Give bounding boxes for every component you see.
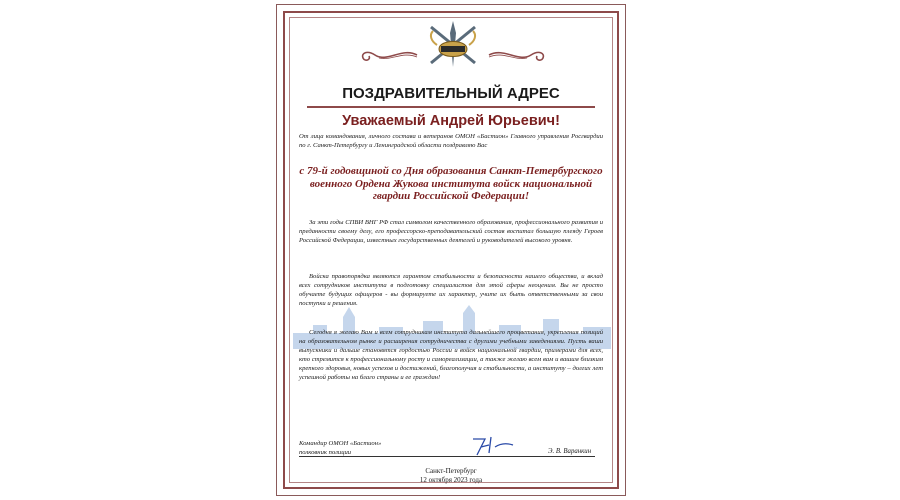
paragraph-2: Войска правопорядка являются гарантом стабильности и безопасности нашего общества, и вклад всех сотрудников института в подготовку специалистов для этой сферы неоценим. Вы не просто обучаете будущих офицеров - вы формируете их характер, учите их быть ответственными за свои поступки и решения. [299,273,603,307]
occasion-heading: с 79-й годовщиной со Дня образования Санкт-Петербургского военного Ордена Жукова института войск национальной гвардии Российской Федерации! [299,165,603,202]
omon-bastion-emblem-icon [423,19,483,69]
signatory-position-line-2: полковник полиции [299,449,352,456]
title-divider [307,106,595,108]
ornament-scroll-left-icon [357,45,419,65]
signatory-position-line-1: Командир ОМОН «Бастион» [299,440,382,447]
document-title: ПОЗДРАВИТЕЛЬНЫЙ АДРЕС [342,85,560,102]
signatory-position [299,439,381,457]
paragraph-3: Сегодня я желаю Вам и всем сотрудникам института дальнейшего процветания, укрепления позиций на образовательном рынке и расширения сотрудничества с другими учебными заведениями. Пусть ваши выпускники и дальше становятся гордостью России и войск национальной гвардии, примерами для всех, кто стремится к профессиональному росту и самореализации, а также желаю всем вам и вашим близким крепкого здоровья, новых успехов и достижений, благополучия и стабильности, а институту – долгих лет успешной работы на благо страны и ее граждан! [299,329,603,381]
place-and-date [277,467,625,485]
date: 12 октября 2023 года [419,476,483,484]
signatory-name: Э. В. Варанкин [548,448,592,455]
intro-paragraph: От лица командования, личного состава и ветеранов ОМОН «Бастион» Главного управления Росгвардии по г. Санкт-Петербургу и Ленинградской области поздравляю Вас [299,133,603,149]
decorative-frame [283,11,619,489]
ornament-scroll-right-icon [487,45,549,65]
paragraph-1: За эти годы СПВИ ВНГ РФ стал символом качественного образования, профессионального развития и преданности своему делу, его профессорско-преподавательский состав воспитал большую плеяду Героев Российской Федерации, известных государственных деятелей и руководителей высокого уровня. [299,219,603,244]
handwritten-signature-icon [467,433,517,459]
salutation: Уважаемый Андрей Юрьевич! [342,113,560,129]
congratulatory-letter [276,4,626,496]
signature-line [299,456,595,457]
place: Санкт-Петербург [425,467,477,475]
